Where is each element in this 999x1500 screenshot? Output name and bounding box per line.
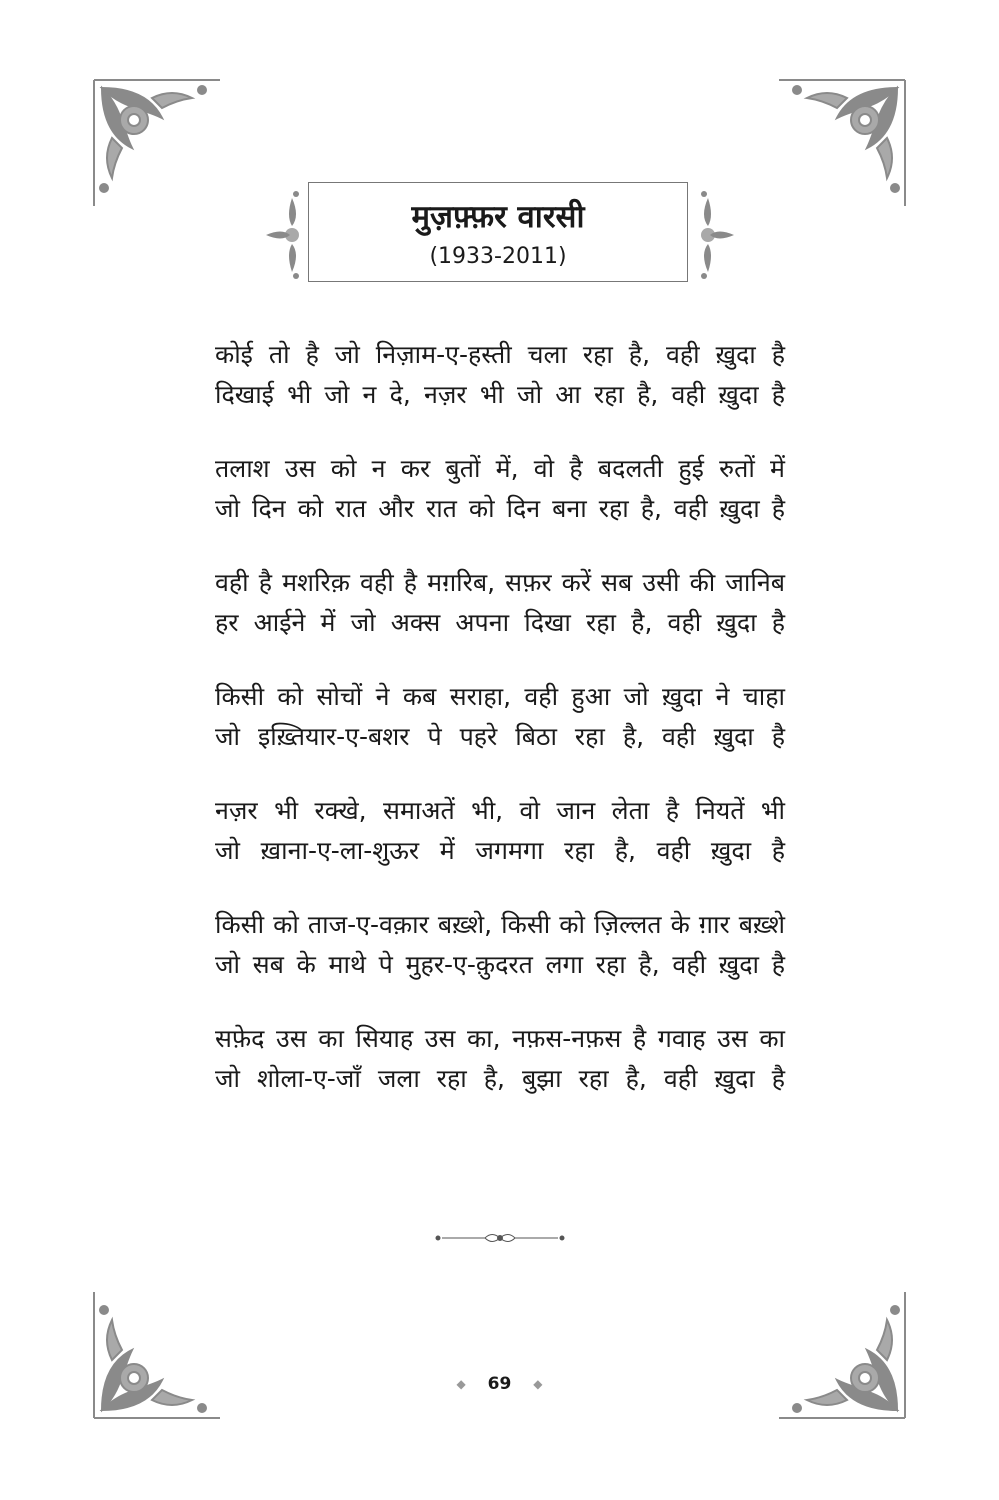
divider-ornament <box>430 1228 570 1248</box>
stanza <box>215 335 785 415</box>
corner-ornament-bottom-right <box>777 1290 907 1420</box>
poem-line: जो ख़ाना-ए-ला-शुऊर में जगमगा रहा है, वही ख़ुदा है <box>215 836 785 865</box>
title-frame <box>262 182 738 286</box>
page-number: 69 <box>487 1374 512 1394</box>
stanza <box>215 677 785 757</box>
corner-ornament-bottom-left <box>92 1290 222 1420</box>
poem-line: जो शोला-ए-जाँ जला रहा है, बुझा रहा है, वही ख़ुदा है <box>215 1064 785 1093</box>
side-ornament-left <box>262 188 302 282</box>
title-box <box>308 182 688 282</box>
page-footer <box>0 1374 999 1394</box>
poem-line: हर आईने में जो अक्स अपना दिखा रहा है, वही ख़ुदा है <box>215 608 785 637</box>
diamond-icon: ◆ <box>533 1377 543 1391</box>
poem-line: जो इख़्तियार-ए-बशर पे पहरे बिठा रहा है, वही ख़ुदा है <box>215 722 785 751</box>
corner-ornament-top-left <box>92 78 222 208</box>
poem-line: किसी को ताज-ए-वक़ार बख़्शे, किसी को ज़िल्लत के ग़ार बख़्शे <box>215 910 785 939</box>
corner-ornament-top-right <box>777 78 907 208</box>
poem-line: तलाश उस को न कर बुतों में, वो है बदलती हुई रुतों में <box>215 454 785 483</box>
poem-line: वही है मशरिक़ वही है मग़रिब, सफ़र करें सब उसी की जानिब <box>215 568 785 597</box>
diamond-icon: ◆ <box>456 1377 466 1391</box>
poem-line: जो दिन को रात और रात को दिन बना रहा है, वही ख़ुदा है <box>215 494 785 523</box>
poem-line: नज़र भी रक्खे, समाअतें भी, वो जान लेता है नियतें भी <box>215 796 785 825</box>
poem-line: जो सब के माथे पे मुहर-ए-क़ुदरत लगा रहा है, वही ख़ुदा है <box>215 950 785 979</box>
stanza <box>215 791 785 871</box>
poem-line: सफ़ेद उस का सियाह उस का, नफ़स-नफ़स है गवाह उस का <box>215 1024 785 1053</box>
poem-line: किसी को सोचों ने कब सराहा, वही हुआ जो ख़ुदा ने चाहा <box>215 682 785 711</box>
stanza <box>215 1019 785 1099</box>
poem-line: दिखाई भी जो न दे, नज़र भी जो आ रहा है, वही ख़ुदा है <box>215 380 785 409</box>
poem-body <box>215 335 785 1133</box>
poet-name: मुज़फ़्फ़र वारसी <box>411 199 585 235</box>
side-ornament-right <box>698 188 738 282</box>
poem-line: कोई तो है जो निज़ाम-ए-हस्ती चला रहा है, वही ख़ुदा है <box>215 340 785 369</box>
stanza <box>215 905 785 985</box>
stanza <box>215 449 785 529</box>
stanza <box>215 563 785 643</box>
poet-years: (1933-2011) <box>429 244 567 269</box>
